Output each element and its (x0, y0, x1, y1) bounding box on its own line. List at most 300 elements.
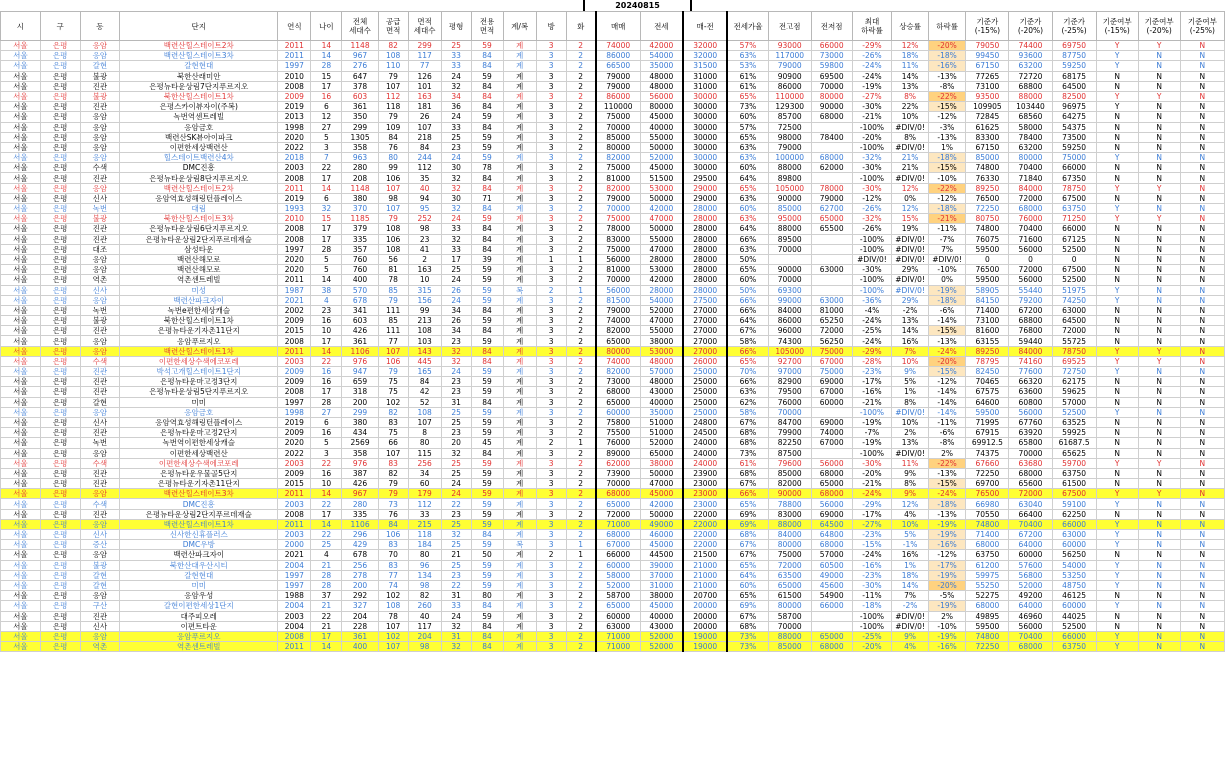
table-cell[interactable]: 72000 (596, 509, 640, 519)
table-cell[interactable]: 13% (892, 438, 928, 448)
table-cell[interactable]: 14% (892, 326, 928, 336)
table-cell[interactable]: 143 (408, 346, 441, 356)
table-cell[interactable]: 75000 (811, 346, 852, 356)
table-cell[interactable]: 68000 (811, 153, 852, 163)
table-cell[interactable]: 41 (408, 244, 441, 254)
table-cell[interactable]: 67% (727, 550, 768, 560)
table-cell[interactable]: 은평 (40, 428, 80, 438)
table-cell[interactable]: 85000 (966, 153, 1009, 163)
table-cell[interactable]: 2 (566, 468, 596, 478)
table-cell[interactable]: 1 (566, 438, 596, 448)
table-cell[interactable]: 79000 (596, 305, 640, 315)
table-cell[interactable]: -10% (928, 621, 966, 631)
table-cell[interactable]: -30% (852, 265, 892, 275)
table-cell[interactable]: N (1138, 102, 1180, 112)
table-cell[interactable]: N (1138, 397, 1180, 407)
column-header[interactable]: 하락률 (928, 12, 966, 41)
table-cell[interactable]: 불광 (80, 91, 120, 101)
table-cell[interactable]: 67000 (811, 438, 852, 448)
table-cell[interactable]: -19% (852, 417, 892, 427)
table-cell[interactable]: N (1138, 81, 1180, 91)
table-cell[interactable]: 23 (441, 336, 471, 346)
table-cell[interactable]: N (1138, 530, 1180, 540)
table-cell[interactable]: 59500 (966, 621, 1009, 631)
table-cell[interactable]: 99 (378, 163, 408, 173)
table-cell[interactable]: 45 (471, 438, 503, 448)
table-cell[interactable]: Y (1096, 560, 1138, 570)
column-header[interactable]: 동 (80, 12, 120, 41)
table-cell[interactable]: 64600 (966, 397, 1009, 407)
table-cell[interactable]: -12% (928, 550, 966, 560)
table-cell[interactable]: -14% (928, 316, 966, 326)
table-cell[interactable]: 108 (378, 601, 408, 611)
table-cell[interactable]: -30% (852, 183, 892, 193)
table-cell[interactable]: 108 (408, 326, 441, 336)
table-cell[interactable]: 79000 (811, 193, 852, 203)
table-cell[interactable]: 98 (408, 642, 441, 652)
table-cell[interactable]: 68000 (811, 112, 852, 122)
table-cell[interactable]: 63500 (768, 570, 811, 580)
table-cell[interactable]: 10% (892, 356, 928, 366)
table-cell[interactable]: 80 (378, 153, 408, 163)
table-cell[interactable]: N (1180, 570, 1224, 580)
table-cell[interactable]: -18% (928, 153, 966, 163)
table-row[interactable] (1, 479, 1225, 489)
table-cell[interactable]: N (1180, 254, 1224, 264)
table-cell[interactable]: 32000 (683, 41, 727, 51)
table-cell[interactable]: 58000 (1009, 122, 1052, 132)
table-cell[interactable]: 12 (311, 112, 342, 122)
table-cell[interactable]: 63200 (1009, 61, 1052, 71)
table-cell[interactable]: N (1180, 611, 1224, 621)
table-cell[interactable] (811, 275, 852, 285)
table-cell[interactable]: 은평 (40, 244, 80, 254)
table-cell[interactable]: 82 (378, 468, 408, 478)
table-cell[interactable]: 72000 (1009, 489, 1052, 499)
table-cell[interactable]: 4% (892, 642, 928, 652)
table-row[interactable] (1, 244, 1225, 254)
table-cell[interactable]: -15% (928, 367, 966, 377)
table-cell[interactable]: 3 (536, 234, 566, 244)
table-cell[interactable]: 17 (311, 509, 342, 519)
table-cell[interactable]: 93500 (966, 91, 1009, 101)
table-cell[interactable]: 70000 (768, 275, 811, 285)
table-cell[interactable]: 서울 (1, 214, 41, 224)
column-header[interactable]: 최대 하락률 (852, 12, 892, 41)
table-cell[interactable]: N (1096, 387, 1138, 397)
table-cell[interactable]: 32 (441, 173, 471, 183)
table-cell[interactable]: 59500 (966, 407, 1009, 417)
table-cell[interactable] (811, 448, 852, 458)
table-cell[interactable]: 백련산힐스테이트1차 (120, 346, 278, 356)
table-cell[interactable]: 2011 (278, 489, 311, 499)
table-cell[interactable]: 26 (441, 316, 471, 326)
table-row[interactable] (1, 183, 1225, 193)
table-cell[interactable]: 대림 (120, 204, 278, 214)
table-cell[interactable]: 계 (503, 530, 536, 540)
table-cell[interactable]: -32% (852, 214, 892, 224)
table-cell[interactable]: 96 (408, 560, 441, 570)
table-cell[interactable]: 74800 (966, 631, 1009, 641)
table-cell[interactable]: 66980 (966, 499, 1009, 509)
table-cell[interactable]: 76075 (966, 234, 1009, 244)
table-cell[interactable]: N (1096, 132, 1138, 142)
table-cell[interactable]: 7% (928, 244, 966, 254)
table-cell[interactable]: 59 (471, 479, 503, 489)
table-cell[interactable]: 33 (441, 51, 471, 61)
table-cell[interactable]: 55725 (1052, 336, 1096, 346)
table-cell[interactable]: 미성 (120, 285, 278, 295)
table-cell[interactable]: 86000 (768, 81, 811, 91)
table-cell[interactable]: 70% (727, 367, 768, 377)
table-cell[interactable]: 21 (311, 560, 342, 570)
table-cell[interactable]: 30000 (683, 91, 727, 101)
table-cell[interactable]: 66000 (1052, 163, 1096, 173)
table-cell[interactable]: 22 (311, 530, 342, 540)
table-cell[interactable]: 서울 (1, 71, 41, 81)
table-cell[interactable]: 4 (311, 550, 342, 560)
table-cell[interactable]: 65000 (811, 479, 852, 489)
table-cell[interactable]: 은평 (40, 560, 80, 570)
table-cell[interactable]: 80000 (596, 142, 640, 152)
table-row[interactable] (1, 41, 1225, 51)
table-cell[interactable]: 98 (408, 224, 441, 234)
table-cell[interactable]: 2015 (278, 479, 311, 489)
column-header[interactable]: 기준여부 (-25%) (1180, 12, 1224, 41)
table-cell[interactable]: 109 (378, 122, 408, 132)
table-cell[interactable]: 58905 (966, 285, 1009, 295)
table-cell[interactable]: 72000 (768, 560, 811, 570)
table-cell[interactable]: 15 (311, 214, 342, 224)
table-cell[interactable]: -13% (928, 336, 966, 346)
table-cell[interactable]: 200 (342, 580, 378, 590)
table-cell[interactable]: 은평 (40, 254, 80, 264)
table-cell[interactable]: N (1096, 591, 1138, 601)
table-cell[interactable]: 72250 (966, 642, 1009, 652)
table-cell[interactable]: 108 (378, 244, 408, 254)
table-cell[interactable]: 26 (441, 285, 471, 295)
table-cell[interactable]: 은평 (40, 591, 80, 601)
table-cell[interactable]: 73100 (966, 81, 1009, 91)
table-cell[interactable]: N (1180, 91, 1224, 101)
table-cell[interactable]: 61% (727, 81, 768, 91)
table-cell[interactable]: 59 (471, 580, 503, 590)
table-cell[interactable]: 1 (566, 254, 596, 264)
table-cell[interactable]: 3 (536, 570, 566, 580)
table-cell[interactable]: N (1138, 519, 1180, 529)
table-cell[interactable]: N (1180, 346, 1224, 356)
table-cell[interactable] (811, 244, 852, 254)
table-cell[interactable]: 65500 (811, 224, 852, 234)
table-row[interactable] (1, 458, 1225, 468)
table-cell[interactable]: N (1180, 530, 1224, 540)
table-cell[interactable]: N (1138, 142, 1180, 152)
table-cell[interactable]: 58000 (596, 570, 640, 580)
table-cell[interactable]: 276 (342, 61, 378, 71)
table-cell[interactable]: 3 (536, 479, 566, 489)
table-cell[interactable]: 69000 (811, 509, 852, 519)
table-cell[interactable]: 28000 (683, 275, 727, 285)
table-cell[interactable]: 계 (503, 234, 536, 244)
table-cell[interactable]: 60000 (596, 407, 640, 417)
table-cell[interactable]: 계 (503, 560, 536, 570)
table-cell[interactable]: 335 (342, 509, 378, 519)
table-cell[interactable]: 은평 (40, 102, 80, 112)
table-cell[interactable]: 64% (727, 316, 768, 326)
table-cell[interactable]: N (1180, 204, 1224, 214)
table-row[interactable] (1, 397, 1225, 407)
table-cell[interactable]: 76 (378, 142, 408, 152)
table-cell[interactable]: 108 (378, 224, 408, 234)
table-cell[interactable]: 서울 (1, 142, 41, 152)
table-cell[interactable]: -20% (852, 132, 892, 142)
table-cell[interactable]: 서울 (1, 367, 41, 377)
table-cell[interactable]: 계 (503, 591, 536, 601)
table-cell[interactable]: 서울 (1, 570, 41, 580)
table-cell[interactable]: 63000 (811, 265, 852, 275)
table-cell[interactable]: 갈현 (80, 580, 120, 590)
table-cell[interactable]: 84 (408, 142, 441, 152)
table-cell[interactable]: 계 (503, 254, 536, 264)
table-cell[interactable]: 215 (408, 519, 441, 529)
table-cell[interactable]: 947 (342, 367, 378, 377)
table-cell[interactable]: Y (1138, 356, 1180, 366)
table-cell[interactable]: 7% (892, 346, 928, 356)
table-cell[interactable]: 59 (471, 265, 503, 275)
table-cell[interactable]: 28000 (683, 244, 727, 254)
table-cell[interactable]: 24 (441, 112, 471, 122)
table-cell[interactable]: 63750 (1052, 468, 1096, 478)
table-cell[interactable]: 계 (503, 479, 536, 489)
table-cell[interactable]: 1 (566, 285, 596, 295)
table-cell[interactable]: 응암역효성해링턴플레이스 (120, 417, 278, 427)
table-cell[interactable]: 52500 (1052, 407, 1096, 417)
table-cell[interactable]: 서울 (1, 356, 41, 366)
table-cell[interactable]: -6% (928, 428, 966, 438)
table-cell[interactable]: 서울 (1, 244, 41, 254)
table-cell[interactable]: 78750 (1052, 346, 1096, 356)
table-cell[interactable]: 은평뉴타운마고정3단지 (120, 377, 278, 387)
table-cell[interactable]: N (1138, 51, 1180, 61)
table-cell[interactable]: 112 (408, 163, 441, 173)
table-cell[interactable]: 68000 (811, 489, 852, 499)
table-cell[interactable]: 은평 (40, 153, 80, 163)
table-cell[interactable]: N (1138, 591, 1180, 601)
table-cell[interactable]: 52000 (640, 153, 683, 163)
table-row[interactable] (1, 91, 1225, 101)
table-cell[interactable]: 은평스카이뷰자이(주복) (120, 102, 278, 112)
table-cell[interactable]: 80 (408, 438, 441, 448)
table-cell[interactable]: 47000 (640, 479, 683, 489)
table-cell[interactable]: N (1096, 417, 1138, 427)
table-cell[interactable]: N (1180, 214, 1224, 224)
table-cell[interactable] (811, 173, 852, 183)
table-cell[interactable]: 32 (441, 346, 471, 356)
table-cell[interactable]: 82 (378, 41, 408, 51)
table-cell[interactable]: 서울 (1, 397, 41, 407)
table-cell[interactable]: 2008 (278, 81, 311, 91)
table-cell[interactable]: 45000 (640, 163, 683, 173)
table-cell[interactable]: 67500 (1052, 265, 1096, 275)
table-cell[interactable]: 2011 (278, 346, 311, 356)
table-cell[interactable]: 61500 (1052, 479, 1096, 489)
table-cell[interactable]: 19000 (683, 631, 727, 641)
table-cell[interactable]: 97000 (768, 367, 811, 377)
table-cell[interactable]: 60% (727, 163, 768, 173)
table-cell[interactable]: 계 (503, 81, 536, 91)
table-cell[interactable]: 66000 (811, 41, 852, 51)
table-cell[interactable]: 은평 (40, 81, 80, 91)
table-cell[interactable]: 신사 (80, 621, 120, 631)
table-cell[interactable] (811, 621, 852, 631)
table-cell[interactable]: 서울 (1, 295, 41, 305)
table-cell[interactable]: N (1138, 336, 1180, 346)
table-cell[interactable]: -16% (852, 387, 892, 397)
table-cell[interactable]: 98000 (768, 132, 811, 142)
table-cell[interactable]: 85 (378, 285, 408, 295)
table-cell[interactable]: 38 (311, 285, 342, 295)
table-cell[interactable]: 84 (471, 601, 503, 611)
table-cell[interactable]: 갈현현대 (120, 570, 278, 580)
table-cell[interactable]: 105000 (768, 183, 811, 193)
table-cell[interactable]: 10% (892, 112, 928, 122)
table-cell[interactable]: 71000 (596, 642, 640, 652)
table-cell[interactable]: 진관 (80, 479, 120, 489)
table-cell[interactable]: 79500 (768, 387, 811, 397)
table-cell[interactable]: 55000 (640, 326, 683, 336)
table-cell[interactable]: 64500 (811, 519, 852, 529)
table-cell[interactable]: 63% (727, 193, 768, 203)
table-cell[interactable]: N (1096, 468, 1138, 478)
table-cell[interactable]: N (1180, 102, 1224, 112)
table-cell[interactable]: 5 (311, 254, 342, 264)
table-cell[interactable]: 계 (503, 305, 536, 315)
table-cell[interactable]: 62000 (811, 163, 852, 173)
table-cell[interactable]: 2 (566, 71, 596, 81)
table-cell[interactable]: N (1180, 305, 1224, 315)
table-cell[interactable]: 59100 (1052, 499, 1096, 509)
table-cell[interactable]: Y (1096, 356, 1138, 366)
table-cell[interactable]: 56000 (811, 499, 852, 509)
table-cell[interactable]: 56250 (1052, 550, 1096, 560)
table-row[interactable] (1, 224, 1225, 234)
table-cell[interactable]: 84 (408, 377, 441, 387)
table-cell[interactable]: 39 (471, 254, 503, 264)
table-cell[interactable]: 69300 (768, 285, 811, 295)
table-cell[interactable]: 84700 (768, 417, 811, 427)
table-cell[interactable]: 응암 (80, 153, 120, 163)
table-cell[interactable]: 80000 (640, 102, 683, 112)
table-cell[interactable]: 응암금호 (120, 407, 278, 417)
table-cell[interactable]: 110000 (596, 102, 640, 112)
table-cell[interactable]: N (1180, 642, 1224, 652)
table-cell[interactable]: 84 (471, 642, 503, 652)
table-cell[interactable]: 계 (503, 163, 536, 173)
table-cell[interactable]: 84 (471, 81, 503, 91)
table-cell[interactable]: 1987 (278, 285, 311, 295)
table-cell[interactable]: 56250 (811, 336, 852, 346)
table-cell[interactable]: 80750 (966, 214, 1009, 224)
table-cell[interactable]: 응암 (80, 254, 120, 264)
table-cell[interactable]: 25 (441, 41, 471, 51)
table-cell[interactable]: 79 (378, 112, 408, 122)
table-cell[interactable]: 760 (342, 254, 378, 264)
table-cell[interactable]: 65000 (640, 448, 683, 458)
table-cell[interactable]: -23% (852, 367, 892, 377)
table-cell[interactable]: 81500 (596, 295, 640, 305)
table-cell[interactable]: 56000 (811, 458, 852, 468)
table-cell[interactable]: -11% (852, 591, 892, 601)
table-cell[interactable]: 은평 (40, 397, 80, 407)
table-cell[interactable]: 2 (566, 499, 596, 509)
table-cell[interactable]: 23 (441, 428, 471, 438)
table-cell[interactable]: 64% (727, 173, 768, 183)
table-cell[interactable]: 63920 (1009, 428, 1052, 438)
table-cell[interactable]: 33 (441, 244, 471, 254)
table-cell[interactable]: 10% (892, 519, 928, 529)
table-cell[interactable]: 68175 (1052, 71, 1096, 81)
table-cell[interactable]: 387 (342, 468, 378, 478)
table-cell[interactable]: 70000 (596, 275, 640, 285)
table-row[interactable] (1, 631, 1225, 641)
table-cell[interactable]: 85000 (768, 204, 811, 214)
table-cell[interactable]: 3 (536, 41, 566, 51)
table-cell[interactable]: #DIV/0! (892, 234, 928, 244)
table-cell[interactable]: 21500 (683, 550, 727, 560)
table-cell[interactable]: 107 (378, 81, 408, 91)
table-cell[interactable]: 71400 (966, 530, 1009, 540)
table-cell[interactable]: 서울 (1, 591, 41, 601)
table-cell[interactable]: 80000 (768, 601, 811, 611)
table-cell[interactable]: 계 (503, 336, 536, 346)
table-cell[interactable]: 2 (566, 204, 596, 214)
table-cell[interactable]: 48000 (640, 377, 683, 387)
table-cell[interactable]: 3 (536, 642, 566, 652)
table-cell[interactable]: 57600 (1009, 560, 1052, 570)
table-row[interactable] (1, 275, 1225, 285)
table-cell[interactable]: 3 (536, 204, 566, 214)
table-cell[interactable]: 백련산해모로 (120, 254, 278, 264)
table-cell[interactable]: 62000 (596, 458, 640, 468)
table-cell[interactable]: 은평 (40, 295, 80, 305)
table-cell[interactable]: Y (1096, 580, 1138, 590)
table-cell[interactable]: 30000 (683, 132, 727, 142)
table-cell[interactable]: 92700 (768, 356, 811, 366)
table-cell[interactable]: 2% (928, 448, 966, 458)
table-cell[interactable]: 2011 (278, 275, 311, 285)
table-row[interactable] (1, 71, 1225, 81)
table-cell[interactable]: 82250 (768, 438, 811, 448)
table-cell[interactable]: 5 (311, 438, 342, 448)
table-cell[interactable]: 429 (342, 540, 378, 550)
table-cell[interactable]: 2020 (278, 438, 311, 448)
table-cell[interactable]: 16% (892, 550, 928, 560)
table-cell[interactable]: 박석고개힐스테이트1단지 (120, 367, 278, 377)
table-cell[interactable]: 5% (892, 530, 928, 540)
table-cell[interactable]: N (1180, 41, 1224, 51)
table-cell[interactable]: N (1180, 326, 1224, 336)
table-cell[interactable]: 복 (503, 285, 536, 295)
table-cell[interactable]: 은평 (40, 61, 80, 71)
table-cell[interactable]: 백련산SK뷰아이파크 (120, 132, 278, 142)
table-cell[interactable]: 백련산힐스테이트2차 (120, 41, 278, 51)
table-cell[interactable]: 서울 (1, 81, 41, 91)
table-cell[interactable]: -24% (852, 61, 892, 71)
table-cell[interactable]: 25 (441, 468, 471, 478)
table-cell[interactable]: 76000 (596, 438, 640, 448)
table-cell[interactable]: 25000 (683, 377, 727, 387)
table-cell[interactable]: 67% (727, 479, 768, 489)
